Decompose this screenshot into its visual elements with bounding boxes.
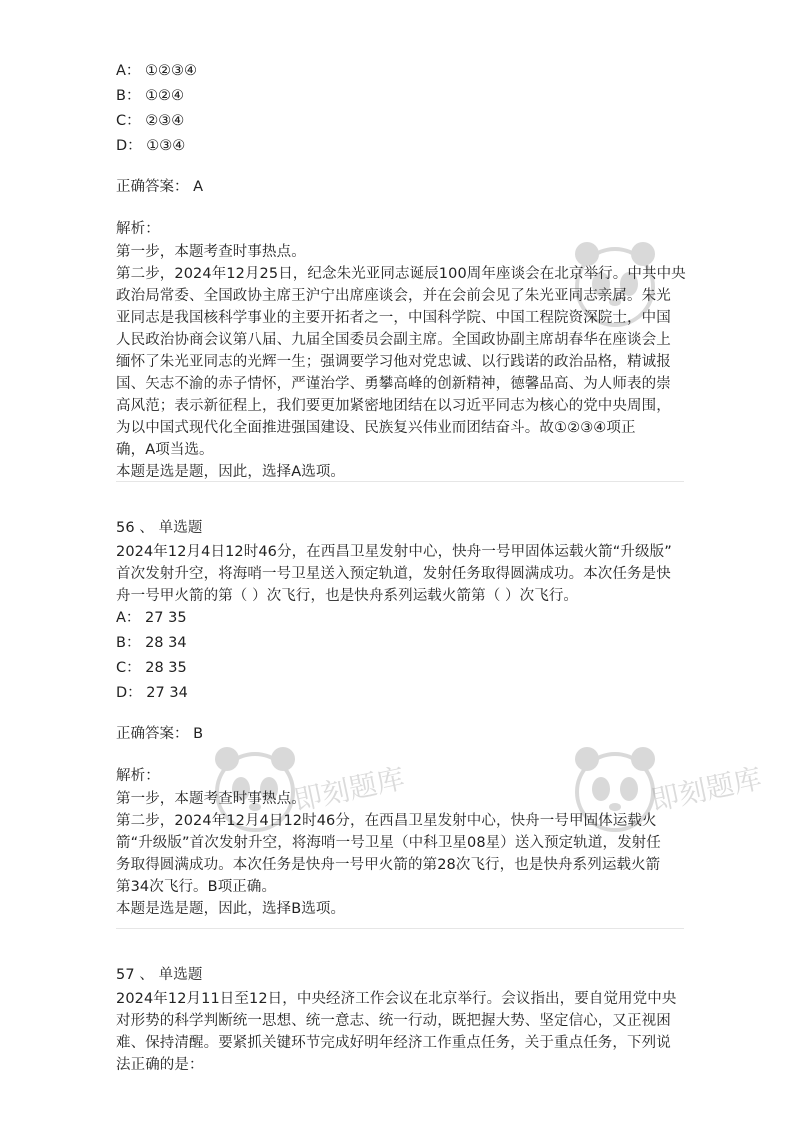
analysis-line: 第一步，本题考查时事热点。	[116, 244, 306, 260]
option-d: D： ①③④	[116, 138, 186, 154]
question-stem-line: 首次发射升空，将海哨一号卫星送入预定轨道，发射任务取得圆满成功。本次任务是快	[116, 566, 671, 582]
option-d: D： 27 34	[116, 685, 188, 701]
question-stem-line: 2024年12月4日12时46分，在西昌卫星发射中心，快舟一号甲固体运载火箭“升级版”	[116, 544, 672, 560]
watermark-text: 即刻题库	[648, 761, 765, 818]
analysis-line: 本题是选是题，因此，选择B选项。	[116, 901, 346, 917]
watermark-text: 即刻题库	[291, 761, 408, 818]
analysis-line: 亚同志是我国核科学事业的主要开拓者之一，中国科学院、中国工程院资深院士，中国	[116, 310, 671, 326]
divider	[116, 481, 684, 482]
analysis-line: 政治局常委、全国政协主席王沪宁出席座谈会，并在会前会见了朱光亚同志亲属。朱光	[116, 288, 671, 304]
option-b: B： ①②④	[116, 88, 185, 104]
question-stem-line: 法正确的是：	[116, 1057, 204, 1073]
analysis-line: 为以中国式现代化全面推进强国建设、民族复兴伟业而团结奋斗。故①②③④项正	[116, 420, 636, 436]
analysis-line: 第二步，2024年12月25日，纪念朱光亚同志诞辰100周年座谈会在北京举行。中共中央	[116, 266, 686, 282]
analysis-line: 第34次飞行。B项正确。	[116, 879, 277, 895]
question-stem-line: 对形势的科学判断统一思想、统一意志、统一行动，既把握大势、坚定信心，又正视困	[116, 1013, 671, 1029]
analysis-line: 箭“升级版”首次发射升空，将海哨一号卫星（中科卫星08星）送入预定轨道，发射任	[116, 835, 661, 851]
analysis-line: 务取得圆满成功。本次任务是快舟一号甲火箭的第28次飞行，也是快舟系列运载火箭	[116, 857, 661, 873]
analysis-line: 缅怀了朱光亚同志的光辉一生；强调要学习他对党忠诚、以行践诺的政治品格，精诚报	[116, 354, 671, 370]
correct-answer: 正确答案： A	[116, 179, 204, 195]
analysis-line: 高风范；表示新征程上，我们要更加紧密地团结在以习近平同志为核心的党中央周围，	[116, 398, 671, 414]
option-a: A： 27 35	[116, 610, 187, 626]
divider	[116, 928, 684, 929]
option-a: A： ①②③④	[116, 63, 198, 79]
analysis-line: 本题是选是题，因此，选择A选项。	[116, 464, 346, 480]
option-b: B： 28 34	[116, 635, 187, 651]
question-header: 57 、 单选题	[116, 967, 203, 983]
correct-answer: 正确答案： B	[116, 726, 204, 742]
option-c: C： ②③④	[116, 113, 185, 129]
question-stem-line: 舟一号甲火箭的第（ ）次飞行，也是快舟系列运载火箭第（ ）次飞行。	[116, 588, 579, 604]
analysis-line: 第二步，2024年12月4日12时46分，在西昌卫星发射中心，快舟一号甲固体运载火	[116, 813, 657, 829]
question-stem-line: 2024年12月11日至12日，中央经济工作会议在北京举行。会议指出，要自觉用党中央	[116, 991, 677, 1007]
question-stem-line: 难、保持清醒。要紧抓关键环节完成好明年经济工作重点任务，关于重点任务，下列说	[116, 1035, 671, 1051]
analysis-line: 人民政治协商会议第八届、九届全国委员会副主席。全国政协副主席胡春华在座谈会上	[116, 332, 671, 348]
analysis-line: 第一步，本题考查时事热点。	[116, 791, 306, 807]
analysis-line: 国、矢志不渝的赤子情怀，严谨治学、勇攀高峰的创新精神，德馨品高、为人师表的崇	[116, 376, 671, 392]
option-c: C： 28 35	[116, 660, 187, 676]
analysis-label: 解析：	[116, 221, 160, 237]
analysis-label: 解析：	[116, 768, 160, 784]
question-header: 56 、 单选题	[116, 520, 203, 536]
analysis-line: 确，A项当选。	[116, 442, 214, 458]
